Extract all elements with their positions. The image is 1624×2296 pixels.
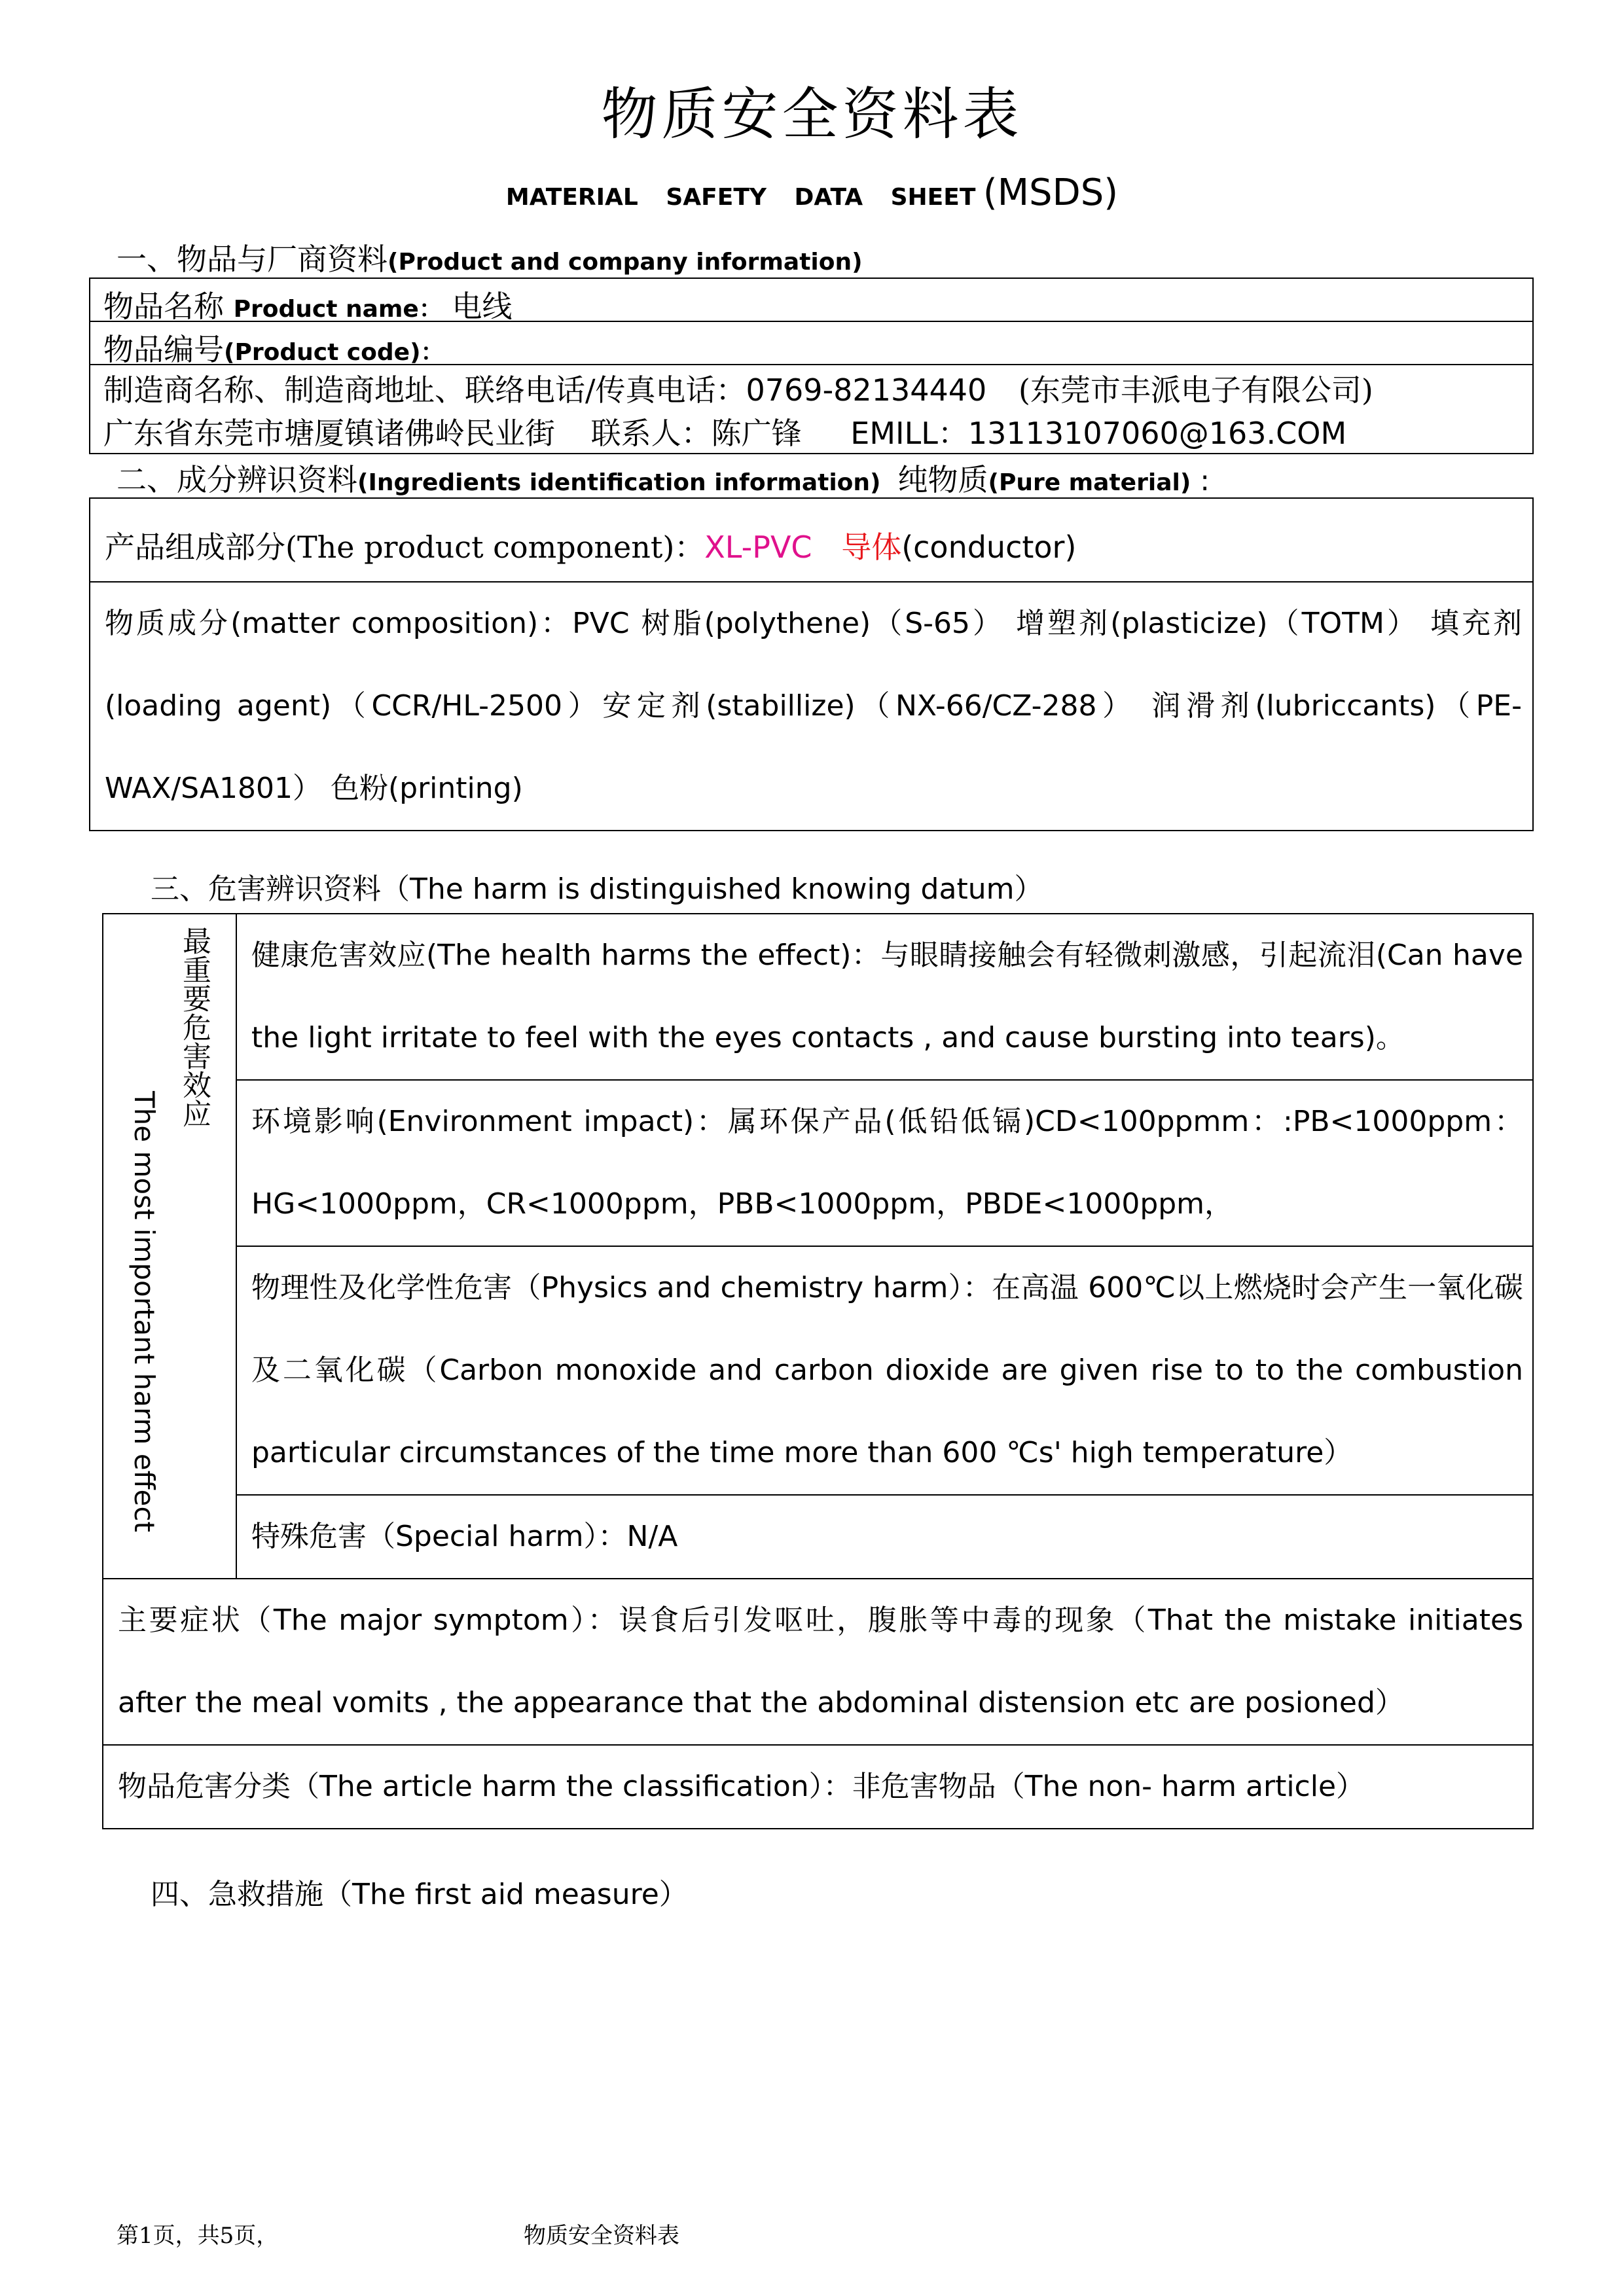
- pure-material-en: (Pure material): [988, 469, 1191, 496]
- subtitle-abbr: (MSDS): [983, 171, 1119, 214]
- section4-heading: 四、急救措施（The first aid measure）: [151, 1878, 688, 1911]
- manufacturer-label: 制造商名称、制造商地址、联络电话/传真电话：: [103, 372, 746, 408]
- manufacturer-email: EMILL：13113107060@163.COM: [850, 416, 1347, 451]
- footer-page-number: 第1页，共5页，: [117, 2223, 279, 2249]
- pure-material-colon: :: [1200, 464, 1210, 497]
- product-name-label-cn: 物品名称: [103, 289, 224, 324]
- product-code-label-cn: 物品编号: [103, 332, 224, 367]
- section1-heading: [117, 236, 863, 279]
- component-xl-pvc: XL-PVC: [704, 529, 812, 565]
- physics-row: [237, 1247, 1532, 1496]
- product-name-value: 电线: [452, 289, 513, 324]
- special-row: [237, 1496, 1532, 1578]
- component-label: 产品组成部分(The product component)：: [105, 529, 705, 565]
- hazard-effects-block: [103, 914, 1532, 1579]
- component-conductor-en: (conductor): [901, 529, 1077, 565]
- document-subtitle: [0, 171, 1624, 214]
- hazard-side-label-cn: 最重要危害效应: [177, 926, 211, 1128]
- product-name-row: [90, 279, 1532, 322]
- environment-text: 环境影响(Environment impact)：属环保产品(低铅低镉)CD<100ppmm：:PB<1000ppm：HG<1000ppm，CR<1000ppm，PBB<1000ppm，PBDE<1000ppm，: [251, 1105, 1523, 1221]
- manufacturer-address: 广东省东莞市塘厦镇诸佛岭民业街: [103, 416, 555, 451]
- hazard-table: [102, 913, 1534, 1829]
- classification-row: [103, 1746, 1532, 1829]
- section1-heading-cn: 一、物品与厂商资料: [117, 242, 388, 277]
- hazard-side-label-cell: [103, 914, 237, 1578]
- manufacturer-company: (东莞市丰派电子有限公司): [1018, 372, 1373, 408]
- pure-material-cn: 纯物质: [897, 462, 988, 497]
- symptom-text: 主要症状（The major symptom）：误食后引发呕吐，腹胀等中毒的现象（That the mistake initiates after the meal vomits , the appearance that the abdominal distension etc are posioned）: [118, 1604, 1523, 1719]
- health-text: 健康危害效应(The health harms the effect)：与眼睛接触会有轻微刺激感，引起流泪(Can have the light irritate to feel with the eyes contacts , and cause bursting into tears)。: [251, 939, 1523, 1054]
- special-text: 特殊危害（Special harm）：N/A: [251, 1520, 678, 1553]
- ingredients-table: [89, 497, 1534, 831]
- symptom-row: [103, 1579, 1532, 1746]
- manufacturer-row: [90, 365, 1532, 454]
- health-row: [237, 914, 1532, 1081]
- composition-row: [90, 583, 1532, 831]
- hazard-side-label-en: The most important harm effect: [128, 1091, 160, 1532]
- product-name-label-en: Product name：: [233, 296, 442, 323]
- manufacturer-contact: 联系人：陈广锋: [590, 416, 802, 451]
- document-title: 物质安全资料表: [601, 82, 1023, 147]
- manufacturer-phone: 0769-82134440: [746, 372, 987, 408]
- section2-heading-en: (Ingredients identification information): [357, 469, 881, 496]
- footer-doc-title: 物质安全资料表: [524, 2223, 679, 2249]
- environment-row: [237, 1081, 1532, 1247]
- composition-text: 物质成分(matter composition)：PVC 树脂(polythene)（S-65） 增塑剂(plasticize)（TOTM） 填充剂(loading agent)（CCR/HL-2500）安定剂(stabillize)（NX-66/CZ-288） 润滑剂(lubriccants)（PE-WAX/SA1801） 色粉(printing): [105, 607, 1522, 805]
- physics-text: 物理性及化学性危害（Physics and chemistry harm）：在高温 600℃以上燃烧时会产生一氧化碳及二氧化碳（Carbon monoxide and carbon dioxide are given rise to to the combustion particular circumstances of the time more than 600 ℃s' high temperature）: [251, 1271, 1523, 1469]
- classification-text: 物品危害分类（The article harm the classification）：非危害物品（The non- harm article）: [118, 1770, 1365, 1803]
- section2-heading: [117, 456, 1210, 499]
- section3-heading: 三、危害辨识资料（The harm is distinguished knowing datum）: [151, 872, 1043, 906]
- product-company-table: [89, 278, 1534, 454]
- subtitle-words: MATERIAL SAFETY DATA SHEET: [505, 184, 976, 211]
- product-code-row: [90, 322, 1532, 365]
- section1-heading-en: (Product and company information): [388, 249, 863, 276]
- component-conductor-cn: 导体: [841, 529, 902, 565]
- product-code-label-en: (Product code)：: [224, 339, 444, 366]
- component-row: [90, 499, 1532, 583]
- section2-heading-cn: 二、成分辨识资料: [117, 462, 357, 497]
